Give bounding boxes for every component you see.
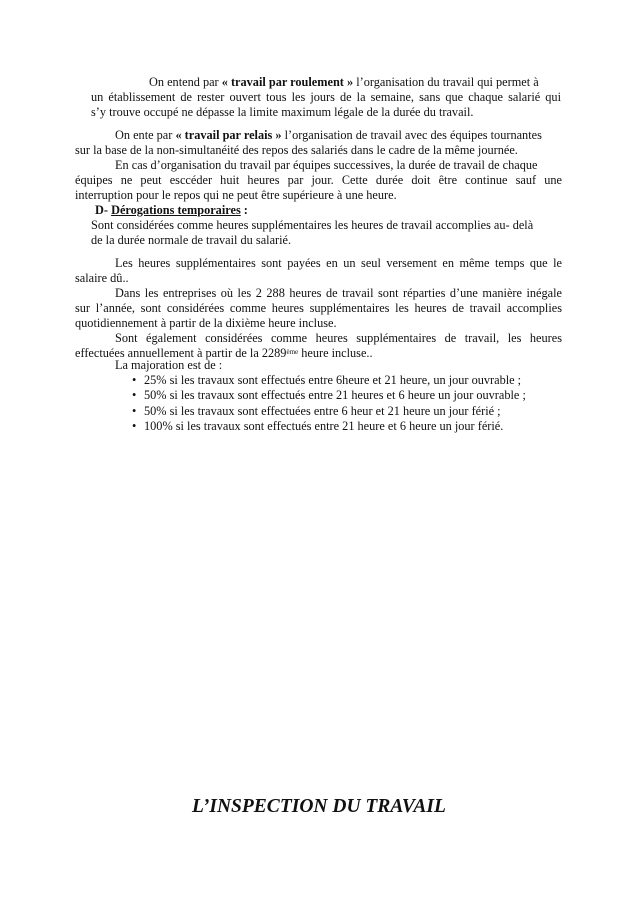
annuel-text-end: heure incluse.. xyxy=(298,346,373,360)
list-item-text: 50% si les travaux sont effectuées entre 6 heur et 21 heure un jour férié ; xyxy=(144,403,501,418)
payees-line-1: Les heures supplémentaires sont payées en un seul versement en même temps que le xyxy=(115,256,562,270)
bullet-icon: • xyxy=(132,388,137,403)
roulement-intro: On entend par xyxy=(149,75,222,89)
list-item xyxy=(132,404,592,419)
section-colon: : xyxy=(240,203,248,217)
annuel-text: effectuées annuellement à partir de la 2289 xyxy=(75,346,287,360)
inegale-line-1: Dans les entreprises où les 2 288 heures de travail sont réparties d’une manière inégale xyxy=(115,286,562,300)
list-item xyxy=(132,373,592,388)
equipes-line-3: interruption pour le repos qui ne peut être supérieure à une heure. xyxy=(75,188,397,202)
roulement-rest: l’organisation du travail qui permet à xyxy=(353,75,539,89)
equipes-line-2: équipes ne peut esccéder huit heures par jour. Cette durée doit être continue sauf une xyxy=(75,173,562,187)
inegale-line-3: quotidiennement à partir de la dixième heure incluse. xyxy=(75,316,337,330)
relais-intro: On ente par xyxy=(115,128,176,142)
definition-line-1: Sont considérées comme heures supplémentaires les heures de travail accomplies au- delà xyxy=(91,218,534,232)
roulement-line-2: un établissement de rester ouvert tous les jours de la semaine, sans que chaque salarié qui xyxy=(91,90,561,104)
payees-line-2: salaire dû.. xyxy=(75,271,129,285)
majoration-list xyxy=(132,373,592,434)
annuel-line-1: Sont également considérées comme heures supplémentaires de travail, les heures xyxy=(115,331,562,345)
bullet-icon: • xyxy=(132,373,137,387)
relais-term: « travail par relais » xyxy=(175,128,282,142)
roulement-line-3: s’y trouve occupé ne dépasse la limite maximum légale de la durée du travail. xyxy=(91,105,474,119)
relais-line-2: sur la base de la non-simultanéité des repos des salariés dans le cadre de la même journée. xyxy=(75,143,518,157)
relais-line-1 xyxy=(115,128,542,143)
list-item xyxy=(132,388,592,403)
ordinal-superscript: ème xyxy=(286,348,299,356)
bullet-icon: • xyxy=(132,403,137,418)
inegale-line-2: sur l’année, sont considérées comme heures supplémentaires les heures de travail accomplies xyxy=(75,301,562,315)
definition-line-2: de la durée normale de travail du salarié. xyxy=(91,233,292,247)
roulement-line-1 xyxy=(149,75,539,90)
relais-rest: l’organisation de travail avec des équipes tournantes xyxy=(281,128,542,142)
section-title: Dérogations temporaires xyxy=(111,203,241,217)
section-heading-d xyxy=(95,203,248,218)
next-section-title: L’INSPECTION DU TRAVAIL xyxy=(192,796,446,817)
list-item xyxy=(132,419,592,434)
list-item-text: 100% si les travaux sont effectués entre 21 heure et 6 heure un jour férié. xyxy=(144,418,504,433)
bullet-icon: • xyxy=(132,418,137,433)
equipes-line-1: En cas d’organisation du travail par équipes successives, la durée de travail de chaque xyxy=(115,158,538,172)
section-prefix: D- xyxy=(95,203,112,217)
majoration-intro: La majoration est de : xyxy=(115,358,223,372)
roulement-term: « travail par roulement » xyxy=(221,75,354,89)
list-item-text: 50% si les travaux sont effectués entre 21 heures et 6 heure un jour ouvrable ; xyxy=(144,388,526,403)
list-item-text: 25% si les travaux sont effectués entre 6heure et 21 heure, un jour ouvrable ; xyxy=(144,373,522,387)
